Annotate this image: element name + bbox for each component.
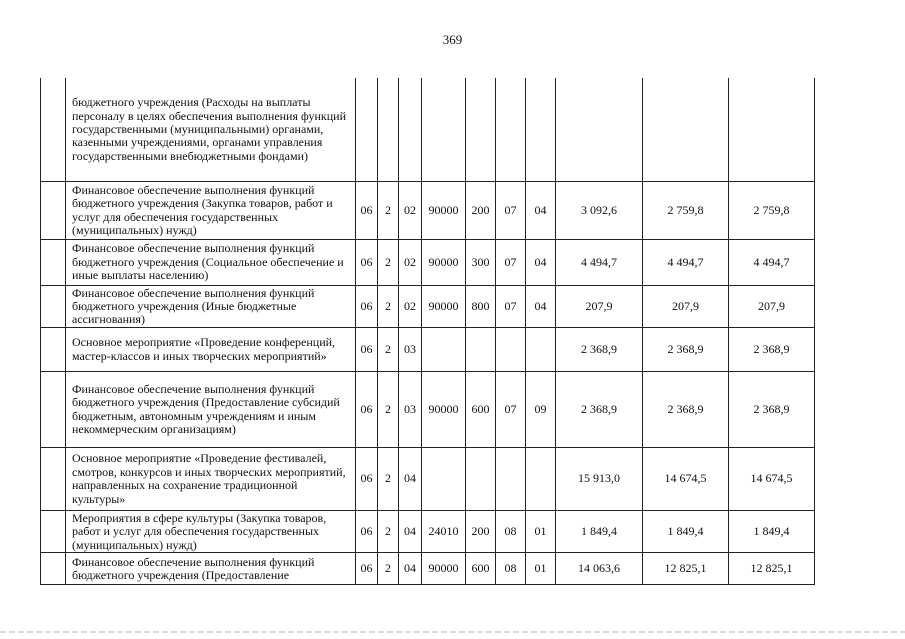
table-row bbox=[41, 181, 815, 239]
code-cell: 02 bbox=[399, 285, 422, 327]
code-cell bbox=[422, 78, 466, 181]
amount-cell: 2 368,9 bbox=[729, 371, 815, 447]
code-cell: 04 bbox=[526, 239, 556, 285]
code-cell: 01 bbox=[526, 510, 556, 552]
code-cell: 04 bbox=[399, 510, 422, 552]
code-cell: 03 bbox=[399, 371, 422, 447]
code-cell: 2 bbox=[378, 510, 399, 552]
table-row bbox=[41, 78, 815, 181]
amount-cell: 2 368,9 bbox=[729, 327, 815, 371]
amount-cell: 2 368,9 bbox=[556, 327, 643, 371]
code-cell: 2 bbox=[378, 552, 399, 584]
code-cell: 200 bbox=[466, 510, 496, 552]
code-cell bbox=[466, 78, 496, 181]
code-cell: 2 bbox=[378, 371, 399, 447]
amount-cell: 4 494,7 bbox=[729, 239, 815, 285]
code-cell: 06 bbox=[356, 371, 378, 447]
code-cell: 07 bbox=[496, 239, 526, 285]
code-cell: 800 bbox=[466, 285, 496, 327]
code-cell: 2 bbox=[378, 181, 399, 239]
row-description: Финансовое обеспечение выполнения функций бюджетного учреждения (Предоставление субсидий бюджетным, автономным учреждениям и иным некоммерческим организациям) bbox=[66, 371, 356, 447]
amount-cell: 4 494,7 bbox=[643, 239, 729, 285]
row-description: Мероприятия в сфере культуры (Закупка товаров, работ и услуг для обеспечения государственных (муниципальных) нужд) bbox=[66, 510, 356, 552]
code-cell: 01 bbox=[526, 552, 556, 584]
code-cell: 90000 bbox=[422, 371, 466, 447]
code-cell: 06 bbox=[356, 510, 378, 552]
row-description: бюджетного учреждения (Расходы на выплаты персоналу в целях обеспечения выполнения функций государственными (муниципальными) органами, казенными учреждениями, органами управления государственными внебюджетными фондами) bbox=[66, 78, 356, 181]
row-description: Основное мероприятие «Проведение фестивалей, смотров, конкурсов и иных творческих мероприятий, направленных на сохранение традиционной культуры» bbox=[66, 447, 356, 510]
code-cell: 600 bbox=[466, 371, 496, 447]
code-cell bbox=[496, 447, 526, 510]
amount-cell: 14 674,5 bbox=[729, 447, 815, 510]
amount-cell: 1 849,4 bbox=[643, 510, 729, 552]
budget-table bbox=[40, 78, 815, 585]
amount-cell bbox=[556, 78, 643, 181]
amount-cell: 1 849,4 bbox=[729, 510, 815, 552]
row-margin-cell bbox=[41, 181, 66, 239]
row-margin-cell bbox=[41, 78, 66, 181]
code-cell bbox=[526, 327, 556, 371]
amount-cell: 207,9 bbox=[556, 285, 643, 327]
row-description: Финансовое обеспечение выполнения функций бюджетного учреждения (Закупка товаров, работ и услуг для обеспечения государственных (муниципальных) нужд) bbox=[66, 181, 356, 239]
code-cell bbox=[378, 78, 399, 181]
code-cell: 06 bbox=[356, 239, 378, 285]
scan-edge-line bbox=[0, 631, 905, 633]
code-cell: 2 bbox=[378, 447, 399, 510]
row-margin-cell bbox=[41, 552, 66, 584]
code-cell bbox=[496, 327, 526, 371]
code-cell bbox=[526, 78, 556, 181]
code-cell bbox=[466, 447, 496, 510]
code-cell: 24010 bbox=[422, 510, 466, 552]
amount-cell: 2 759,8 bbox=[643, 181, 729, 239]
code-cell: 06 bbox=[356, 285, 378, 327]
row-margin-cell bbox=[41, 285, 66, 327]
code-cell: 04 bbox=[399, 552, 422, 584]
code-cell: 04 bbox=[399, 447, 422, 510]
row-margin-cell bbox=[41, 327, 66, 371]
code-cell: 200 bbox=[466, 181, 496, 239]
code-cell: 02 bbox=[399, 181, 422, 239]
amount-cell: 2 759,8 bbox=[729, 181, 815, 239]
amount-cell: 14 063,6 bbox=[556, 552, 643, 584]
row-description: Финансовое обеспечение выполнения функций бюджетного учреждения (Социальное обеспечение и иные выплаты населению) bbox=[66, 239, 356, 285]
row-margin-cell bbox=[41, 239, 66, 285]
code-cell: 2 bbox=[378, 327, 399, 371]
code-cell: 600 bbox=[466, 552, 496, 584]
amount-cell: 14 674,5 bbox=[643, 447, 729, 510]
code-cell bbox=[356, 78, 378, 181]
code-cell: 90000 bbox=[422, 552, 466, 584]
row-margin-cell bbox=[41, 447, 66, 510]
code-cell bbox=[496, 78, 526, 181]
row-margin-cell bbox=[41, 371, 66, 447]
amount-cell: 2 368,9 bbox=[643, 327, 729, 371]
table-row bbox=[41, 371, 815, 447]
amount-cell: 2 368,9 bbox=[643, 371, 729, 447]
amount-cell: 2 368,9 bbox=[556, 371, 643, 447]
amount-cell: 15 913,0 bbox=[556, 447, 643, 510]
table-row bbox=[41, 285, 815, 327]
amount-cell: 12 825,1 bbox=[729, 552, 815, 584]
code-cell: 04 bbox=[526, 181, 556, 239]
row-description: Основное мероприятие «Проведение конференций, мастер-классов и иных творческих мероприятий» bbox=[66, 327, 356, 371]
code-cell: 07 bbox=[496, 181, 526, 239]
code-cell: 03 bbox=[399, 327, 422, 371]
row-description: Финансовое обеспечение выполнения функций бюджетного учреждения (Предоставление bbox=[66, 552, 356, 584]
table-row bbox=[41, 327, 815, 371]
code-cell: 2 bbox=[378, 239, 399, 285]
code-cell: 07 bbox=[496, 285, 526, 327]
amount-cell bbox=[729, 78, 815, 181]
amount-cell: 207,9 bbox=[643, 285, 729, 327]
table-row bbox=[41, 510, 815, 552]
row-margin-cell bbox=[41, 510, 66, 552]
page-number: 369 bbox=[442, 32, 463, 47]
code-cell: 08 bbox=[496, 510, 526, 552]
table-row bbox=[41, 552, 815, 584]
code-cell: 02 bbox=[399, 239, 422, 285]
code-cell: 06 bbox=[356, 552, 378, 584]
table-row bbox=[41, 239, 815, 285]
code-cell: 300 bbox=[466, 239, 496, 285]
code-cell bbox=[399, 78, 422, 181]
amount-cell: 207,9 bbox=[729, 285, 815, 327]
row-description: Финансовое обеспечение выполнения функций бюджетного учреждения (Иные бюджетные ассигнования) bbox=[66, 285, 356, 327]
amount-cell: 4 494,7 bbox=[556, 239, 643, 285]
amount-cell: 1 849,4 bbox=[556, 510, 643, 552]
code-cell: 90000 bbox=[422, 239, 466, 285]
code-cell bbox=[526, 447, 556, 510]
amount-cell bbox=[643, 78, 729, 181]
code-cell: 06 bbox=[356, 327, 378, 371]
code-cell bbox=[466, 327, 496, 371]
code-cell bbox=[422, 447, 466, 510]
amount-cell: 3 092,6 bbox=[556, 181, 643, 239]
code-cell: 06 bbox=[356, 447, 378, 510]
code-cell: 06 bbox=[356, 181, 378, 239]
table-row bbox=[41, 447, 815, 510]
code-cell: 07 bbox=[496, 371, 526, 447]
amount-cell: 12 825,1 bbox=[643, 552, 729, 584]
code-cell: 04 bbox=[526, 285, 556, 327]
code-cell: 90000 bbox=[422, 181, 466, 239]
code-cell bbox=[422, 327, 466, 371]
code-cell: 08 bbox=[496, 552, 526, 584]
code-cell: 09 bbox=[526, 371, 556, 447]
code-cell: 90000 bbox=[422, 285, 466, 327]
code-cell: 2 bbox=[378, 285, 399, 327]
